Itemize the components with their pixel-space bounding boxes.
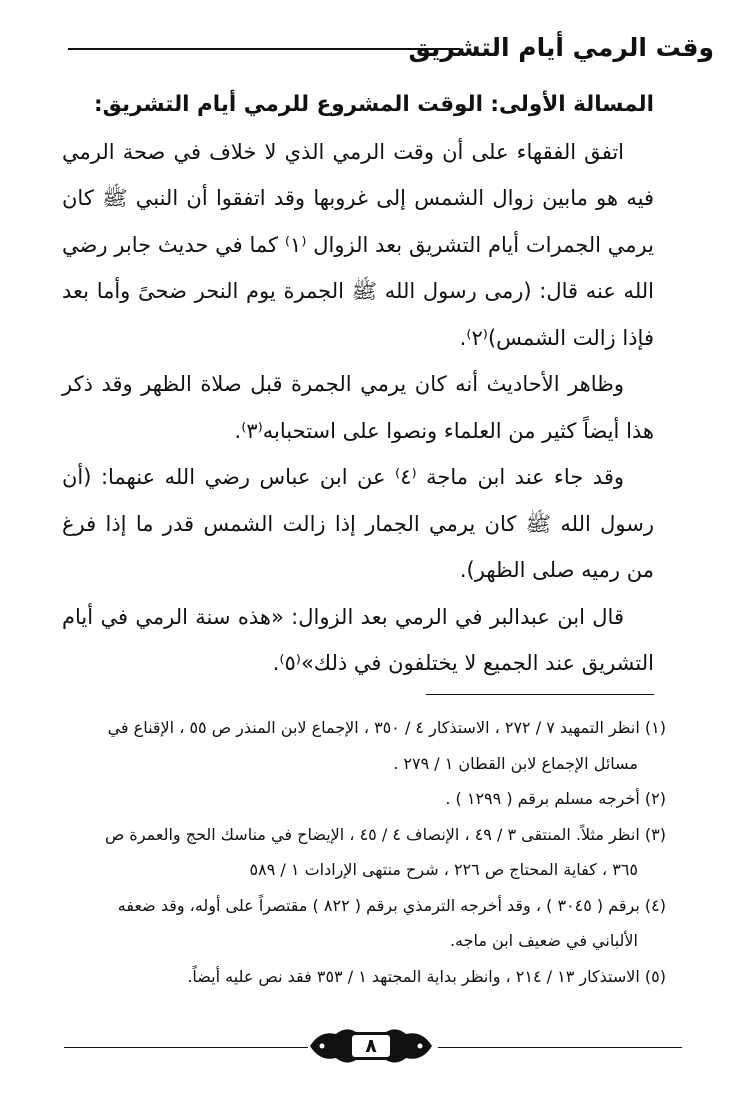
footnote-4-text: (٤) برقم ( ٣٠٤٥ ) ، وقد أخرجه الترمذي برقم ( ٨٢٢ ) مقتصراً على أوله، وقد ضعفه: [117, 895, 666, 915]
page-number-ornament: [306, 1024, 436, 1068]
running-title: وقت الرمي أيام التشريق: [408, 33, 714, 62]
paragraph-2: وظاهر الأحاديث أنه كان يرمي الجمرة قبل صلاة الظهر وقد ذكر هذا أيضاً كثير من العلماء ونصوا على استحبابه⁽٣⁾.: [62, 372, 654, 443]
paragraph-4: قال ابن عبدالبر في الرمي بعد الزوال: «هذه سنة الرمي في أيام التشريق عند الجميع لا يختلفون في ذلك»⁽٥⁾.: [62, 604, 654, 675]
footnotes: [62, 710, 666, 994]
footer-rule-right: [438, 1047, 682, 1048]
footnote-1-text: (١) انظر التمهيد ٧ / ٢٧٢ ، الاستذكار ٤ / ٣٥٠ ، الإجماع لابن المنذر ص ٥٥ ، الإقناع في: [107, 718, 666, 737]
footnote-5: [62, 959, 666, 995]
running-header: [68, 28, 728, 68]
footer-rule-left: [64, 1047, 308, 1048]
footnote-4: [62, 888, 666, 959]
footnote-3: [62, 817, 666, 888]
section-heading: المسالة الأولى: الوقت المشروع للرمي أيام التشريق:: [94, 92, 654, 117]
page-number: ٨: [365, 1035, 377, 1057]
footnote-1: [62, 710, 666, 781]
footnote-3-continuation: ٣٦٥ ، كفاية المحتاج ص ٢٢٦ ، شرح منتهى الإرادات ١ / ٥٨٩: [249, 860, 638, 879]
footnote-3-text: (٣) انظر مثلاً. المنتقى ٣ / ٤٩ ، الإنصاف ٤ / ٤٥ ، الإيضاح في مناسك الحج والعمرة ص: [105, 824, 666, 844]
paragraph-1: اتفق الفقهاء على أن وقت الرمي الذي لا خلاف في صحة الرمي فيه هو مابين زوال الشمس إلى غروبها وقد اتفقوا أن النبي ﷺ كان يرمي الجمرات أيام التشريق بعد الزوال ⁽١⁾ كما في حديث جابر رضي الله عنه قال: (رمى رسول الله ﷺ الجمرة يوم النحر ضحىً وأما بعد فإذا زالت الشمس)⁽٢⁾.: [62, 139, 654, 350]
footnote-1-continuation: مسائل الإجماع لابن القطان ١ / ٢٧٩ .: [393, 753, 638, 773]
footnote-4-continuation: الألباني في ضعيف ابن ماجه.: [449, 931, 638, 950]
footnote-2-text: (٢) أخرجه مسلم برقم ( ١٢٩٩ ) .: [445, 789, 666, 808]
main-text: [62, 82, 654, 687]
footnote-5-text: (٥) الاستذكار ١٣ / ٢١٤ ، وانظر بداية المجتهد ١ / ٣٥٣ فقد نص عليه أيضاً.: [187, 966, 666, 986]
footnote-separator: [426, 694, 654, 695]
footnote-2: [62, 781, 666, 817]
header-rule: [68, 48, 460, 50]
paragraph-3: وقد جاء عند ابن ماجة ⁽٤⁾ عن ابن عباس رضي الله عنهما: (أن رسول الله ﷺ كان يرمي الجمار إذا زالت الشمس قدر ما إذا فرغ من رميه صلى الظهر).: [62, 465, 654, 582]
